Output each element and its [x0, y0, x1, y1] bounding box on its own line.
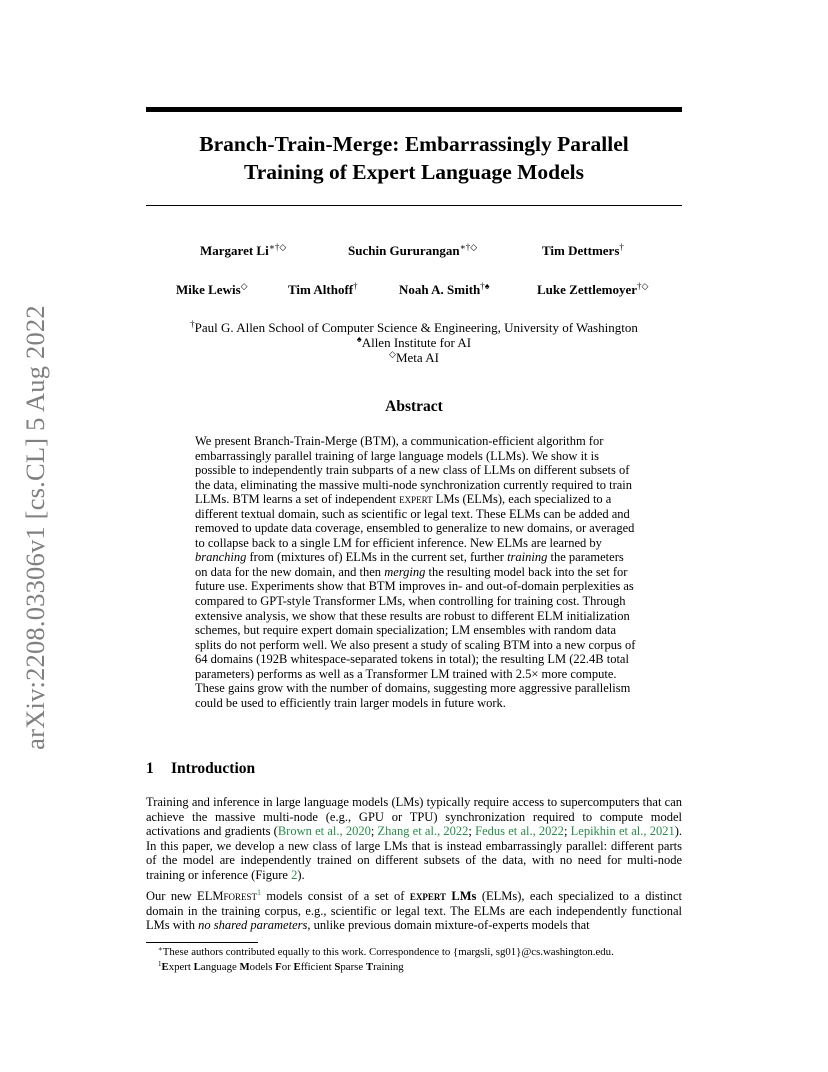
author-mike-lewis: Mike Lewis◇: [176, 281, 248, 297]
citation-link[interactable]: Zhang et al., 2022: [377, 824, 469, 839]
author-luke-zettlemoyer: Luke Zettlemoyer†◇: [537, 281, 649, 297]
paper-title: Branch-Train-Merge: Embarrassingly Parallel Training of Expert Language Models: [199, 132, 629, 184]
abstract-body: We present Branch-Train-Merge (BTM), a communication-efficient algorithm for embarrassingly parallel training of large language models (LLMs). We show it is possible to independently train subparts of a new class of LLMs on different subsets of the data, eliminating the massive multi-node synchronization currently required to train LLMs. BTM learns a set of independent expert LMs (ELMs), each specialized to a different textual domain, such as scientific or legal text. These ELMs can be added and removed to update data coverage, ensembled to generalize to new domains, or averaged to collapse back to a single LM for efficient inference. New ELMs are learned by branching from (mixtures of) ELMs in the current set, further training the parameters on data for the new domain, and then merging the resulting model back into the set for future use. Experiments show that BTM improves in- and out-of-domain perplexities as compared to GPT-style Transformer LMs, when controlling for training cost. Through extensive analysis, we show that these results are robust to different ELM initialization schemes, but require expert domain specialization; LM ensembles with random data splits do not perform well. We also present a study of scaling BTM into a new corpus of 64 domains (192B whitespace-separated tokens in total); the resulting LM (22.4B total parameters) performs as well as a Transformer LM trained with 2.5× more compute. These gains grow with the number of domains, suggesting more aggressive parallelism could be used to efficiently train larger models in future work.: [195, 434, 636, 710]
section-heading-introduction: 1 Introduction: [146, 760, 256, 777]
affiliation-uw: †Paul G. Allen School of Computer Science & Engineering, University of Washington: [190, 319, 638, 335]
citation-link[interactable]: Brown et al., 2020: [277, 824, 371, 839]
author-tim-althoff: Tim Althoff†: [288, 281, 358, 297]
footnote-marker-link[interactable]: 1: [256, 888, 261, 897]
figure-reference-link[interactable]: 2: [291, 867, 298, 882]
footnote-equal-contribution: ∗These authors contributed equally to this work. Correspondence to {margsli, sg01}@cs.washington.edu.: [158, 945, 614, 958]
intro-paragraph-1: Training and inference in large language models (LMs) typically require access to supercomputers that can achieve the massive multi-node (e.g., GPU or TPU) synchronization required to compute model activations and gradients (Brown et al., 2020; Zhang et al., 2022; Fedus et al., 2022; Lepikhin et al., 2021). In this paper, we develop a new class of large LMs that is instead embarrassingly parallel: different parts of the model are independently trained on different subsets of the data, with no need for multi-node training or inference (Figure 2).: [146, 795, 683, 882]
affiliation-ai2: ♠Allen Institute for AI: [356, 334, 472, 350]
intro-paragraph-2: Our new ELMforest$^1$ models consist of a set of expert LMs (ELMs), each specialized to a distinct domain in the training corpus, e.g., scientific or legal text. The ELMs are each independently functional LMs with no shared parameters, unlike previous domain mixture-of-experts models that: [146, 888, 683, 933]
citation-link[interactable]: Fedus et al., 2022: [475, 824, 564, 839]
author-margaret-li: Margaret Li∗†◇: [200, 242, 287, 258]
abstract-heading: Abstract: [385, 398, 443, 415]
author-noah-smith: Noah A. Smith†♠: [399, 281, 490, 297]
author-tim-dettmers: Tim Dettmers†: [542, 242, 624, 258]
footnote-elm-acronym: $^1$Expert Language Models For Efficient Sparse Training: [158, 960, 404, 973]
author-suchin-gururangan: Suchin Gururangan∗†◇: [348, 242, 478, 258]
title-top-rule: [146, 107, 682, 112]
arxiv-identifier-stamp: arXiv:2208.03306v1 [cs.CL] 5 Aug 2022: [19, 304, 50, 750]
title-bottom-rule: [146, 205, 682, 206]
citation-link[interactable]: Lepikhin et al., 2021: [570, 824, 675, 839]
footnote-separator: [146, 942, 258, 943]
affiliation-meta: ◇Meta AI: [389, 349, 439, 365]
